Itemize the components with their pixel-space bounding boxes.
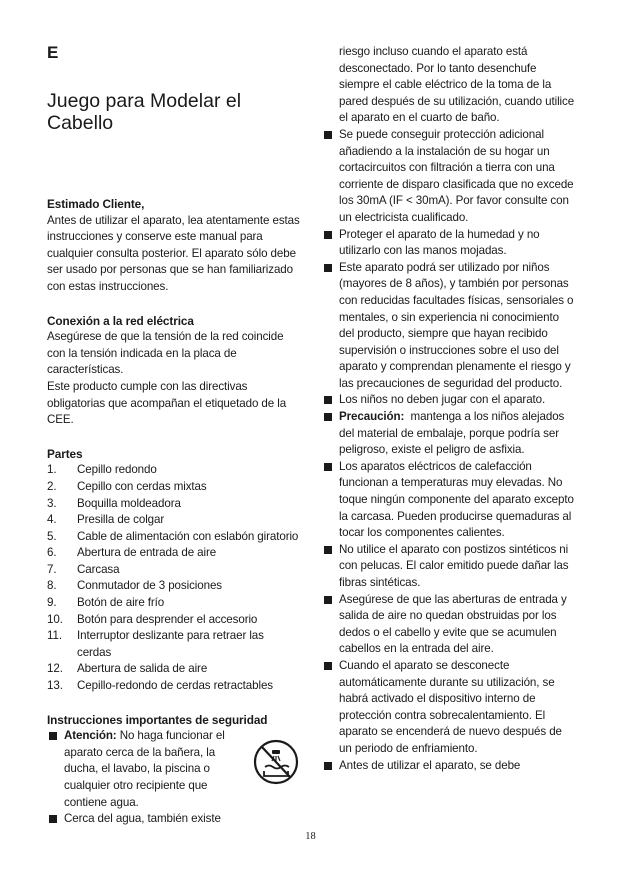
bullet-square-icon [49, 815, 57, 823]
bullet-square-icon [324, 396, 332, 404]
bullet-square-icon [324, 596, 332, 604]
list-item [322, 592, 576, 658]
list-item [47, 562, 300, 579]
safety-item-text: Antes de utilizar el aparato, se debe [339, 758, 521, 772]
safety-item-text: Los niños no deben jugar con el aparato. [339, 393, 546, 407]
water-risk-continuation: riesgo incluso cuando el aparato está desconectado. Por lo tanto desenchufe siempre el cable eléctrico de la toma de la pared después de su utilización, cuando utilice el aparato en el cuarto de baño. [339, 45, 575, 125]
bullet-square-icon [324, 463, 332, 471]
list-item [47, 595, 300, 612]
safety-item-text: Cuando el aparato se desconecte automáticamente durante su utilización, se habrá activado el dispositivo interno de protección contra sobrecalentamiento. El aparato se encenderá de nuevo después de un periodo de enfriamiento. [339, 658, 562, 755]
caution-text: mantenga a los niños alejados del material de embalaje, porque podría ser peligroso, existe el peligro de asfixia. [339, 410, 565, 457]
list-item [322, 459, 576, 542]
part-number: 2. [47, 479, 57, 493]
attention-text: No haga funcionar el aparato cerca de la bañera, la ducha, el lavabo, la piscina o cualquier otro recipiente que contiene agua. [64, 729, 225, 809]
parts-heading: Partes [47, 446, 83, 461]
bullet-square-icon [324, 264, 332, 272]
part-label: Botón de aire frío [77, 596, 165, 610]
part-label: Interruptor deslizante para retraer las cerdas [77, 629, 264, 659]
list-item [47, 512, 300, 529]
list-item [322, 227, 576, 260]
bullet-square-icon [49, 732, 57, 740]
list-item [47, 496, 300, 513]
part-label: Botón para desprender el accesorio [77, 612, 258, 626]
part-number: 10. [47, 612, 63, 626]
bullet-square-icon [324, 231, 332, 239]
list-item [47, 612, 300, 629]
safety-item-text: Este aparato podrá ser utilizado por niños (mayores de 8 años), y también por personas con reducidas facultades físicas, sensoriales o mentales, o sin experiencia ni conocimiento del producto, siempre que hayan recibido supervisión o instrucciones sobre el uso del aparato y comprendan plenamente el riesgo y las precauciones de seguridad del producto. [339, 260, 574, 390]
safety-item-text: No utilice el aparato con postizos sintéticos ni con pelucas. El calor emitido puede dañar las fibras sintéticas. [339, 542, 569, 589]
part-number: 6. [47, 546, 57, 560]
list-item [322, 658, 576, 758]
part-number: 8. [47, 579, 57, 593]
safety-item-text: Los aparatos eléctricos de calefacción funcionan a temperaturas muy elevadas. No toque ningún componente del aparato excepto la carcasa. Pueden producirse quemaduras al tocar los componentes calientes. [339, 459, 574, 540]
part-number: 7. [47, 562, 57, 576]
list-item [322, 392, 576, 409]
part-label: Cepillo redondo [77, 463, 157, 477]
page-title [47, 90, 300, 134]
left-column [47, 44, 300, 828]
list-item [322, 127, 576, 227]
safety-item-text: Asegúrese de que las aberturas de entrada y salida de aire no quedan obstruidas por los dedos o el cabello y evite que se acumulen cabellos en la entrada del aire. [339, 592, 567, 656]
part-label: Cepillo-redondo de cerdas retractables [77, 679, 273, 693]
list-item [47, 479, 300, 496]
parts-section [47, 446, 300, 695]
water-risk-text: Cerca del agua, también existe [64, 812, 221, 826]
safety-item-text: Proteger el aparato de la humedad y no utilizarlo con las manos mojadas. [339, 227, 540, 258]
part-number: 13. [47, 679, 63, 693]
language-marker: E [47, 43, 59, 62]
safety-list-continued [322, 459, 576, 774]
list-item [47, 728, 300, 811]
list-item [322, 260, 576, 393]
list-item [47, 661, 300, 678]
list-item [322, 542, 576, 592]
safety-heading: Instrucciones importantes de seguridad [47, 712, 268, 727]
part-label: Carcasa [77, 562, 120, 576]
part-label: Abertura de salida de aire [77, 662, 208, 676]
safety-item-text: Se puede conseguir protección adicional añadiendo a la instalación de su hogar un cortacircuitos con filtración a tierra con una corriente de disparo clasificada que no excede los 30mA (IF < 30mA). Por favor consulte con un electricista cualificado. [339, 127, 574, 224]
bullet-square-icon [324, 413, 332, 421]
connection-text-1: Asegúrese de que la tensión de la red coincide con la tensión indicada en la placa de características. [47, 330, 284, 377]
bullet-square-icon [324, 546, 332, 554]
part-label: Abertura de entrada de aire [77, 546, 217, 560]
intro-section [47, 196, 300, 296]
list-item [47, 628, 300, 661]
list-item [47, 578, 300, 595]
connection-heading: Conexión a la red eléctrica [47, 313, 194, 328]
right-column [322, 44, 576, 774]
safety-section [47, 712, 300, 828]
connection-text-2: Este producto cumple con las directivas obligatorias que acompañan el etiquetado de la CEE. [47, 379, 287, 427]
bullet-square-icon [324, 131, 332, 139]
part-label: Conmutador de 3 posiciones [77, 579, 222, 593]
list-item [47, 545, 300, 562]
part-number: 4. [47, 513, 57, 527]
list-item [47, 529, 300, 546]
part-label: Cable de alimentación con eslabón giratorio [77, 529, 299, 543]
list-item [322, 409, 576, 459]
part-label: Presilla de colgar [77, 513, 165, 527]
title-line-2: Cabello [47, 112, 114, 134]
page-number: 18 [305, 831, 316, 842]
caution-list [322, 409, 576, 459]
part-number: 11. [47, 629, 62, 643]
bullet-square-icon [324, 762, 332, 770]
list-item [322, 758, 576, 775]
intro-heading: Estimado Cliente, [47, 197, 145, 211]
intro-text: Antes de utilizar el aparato, lea atentamente estas instrucciones y conserve este manual para cualquier consulta posterior. El aparato sólo debe ser usado por personas que se han familiarizado con estas instrucciones. [47, 213, 300, 293]
bullet-square-icon [324, 662, 332, 670]
connection-section [47, 313, 300, 429]
list-item [47, 811, 300, 828]
part-number: 9. [47, 596, 57, 610]
part-number: 12. [47, 662, 63, 676]
parts-list [47, 462, 300, 694]
attention-label: Atención: [64, 729, 117, 743]
no-water-warning-icon [252, 738, 300, 786]
safety-list [322, 127, 576, 409]
list-item [47, 462, 300, 479]
part-number: 3. [47, 496, 57, 510]
part-label: Cepillo con cerdas mixtas [77, 479, 207, 493]
caution-label: Precaución: [339, 410, 405, 424]
part-label: Boquilla moldeadora [77, 496, 181, 510]
safety-list-start [47, 728, 300, 828]
part-number: 5. [47, 529, 57, 543]
list-item [47, 678, 300, 695]
title-line-1: Juego para Modelar el [47, 90, 242, 112]
part-number: 1. [47, 463, 57, 477]
